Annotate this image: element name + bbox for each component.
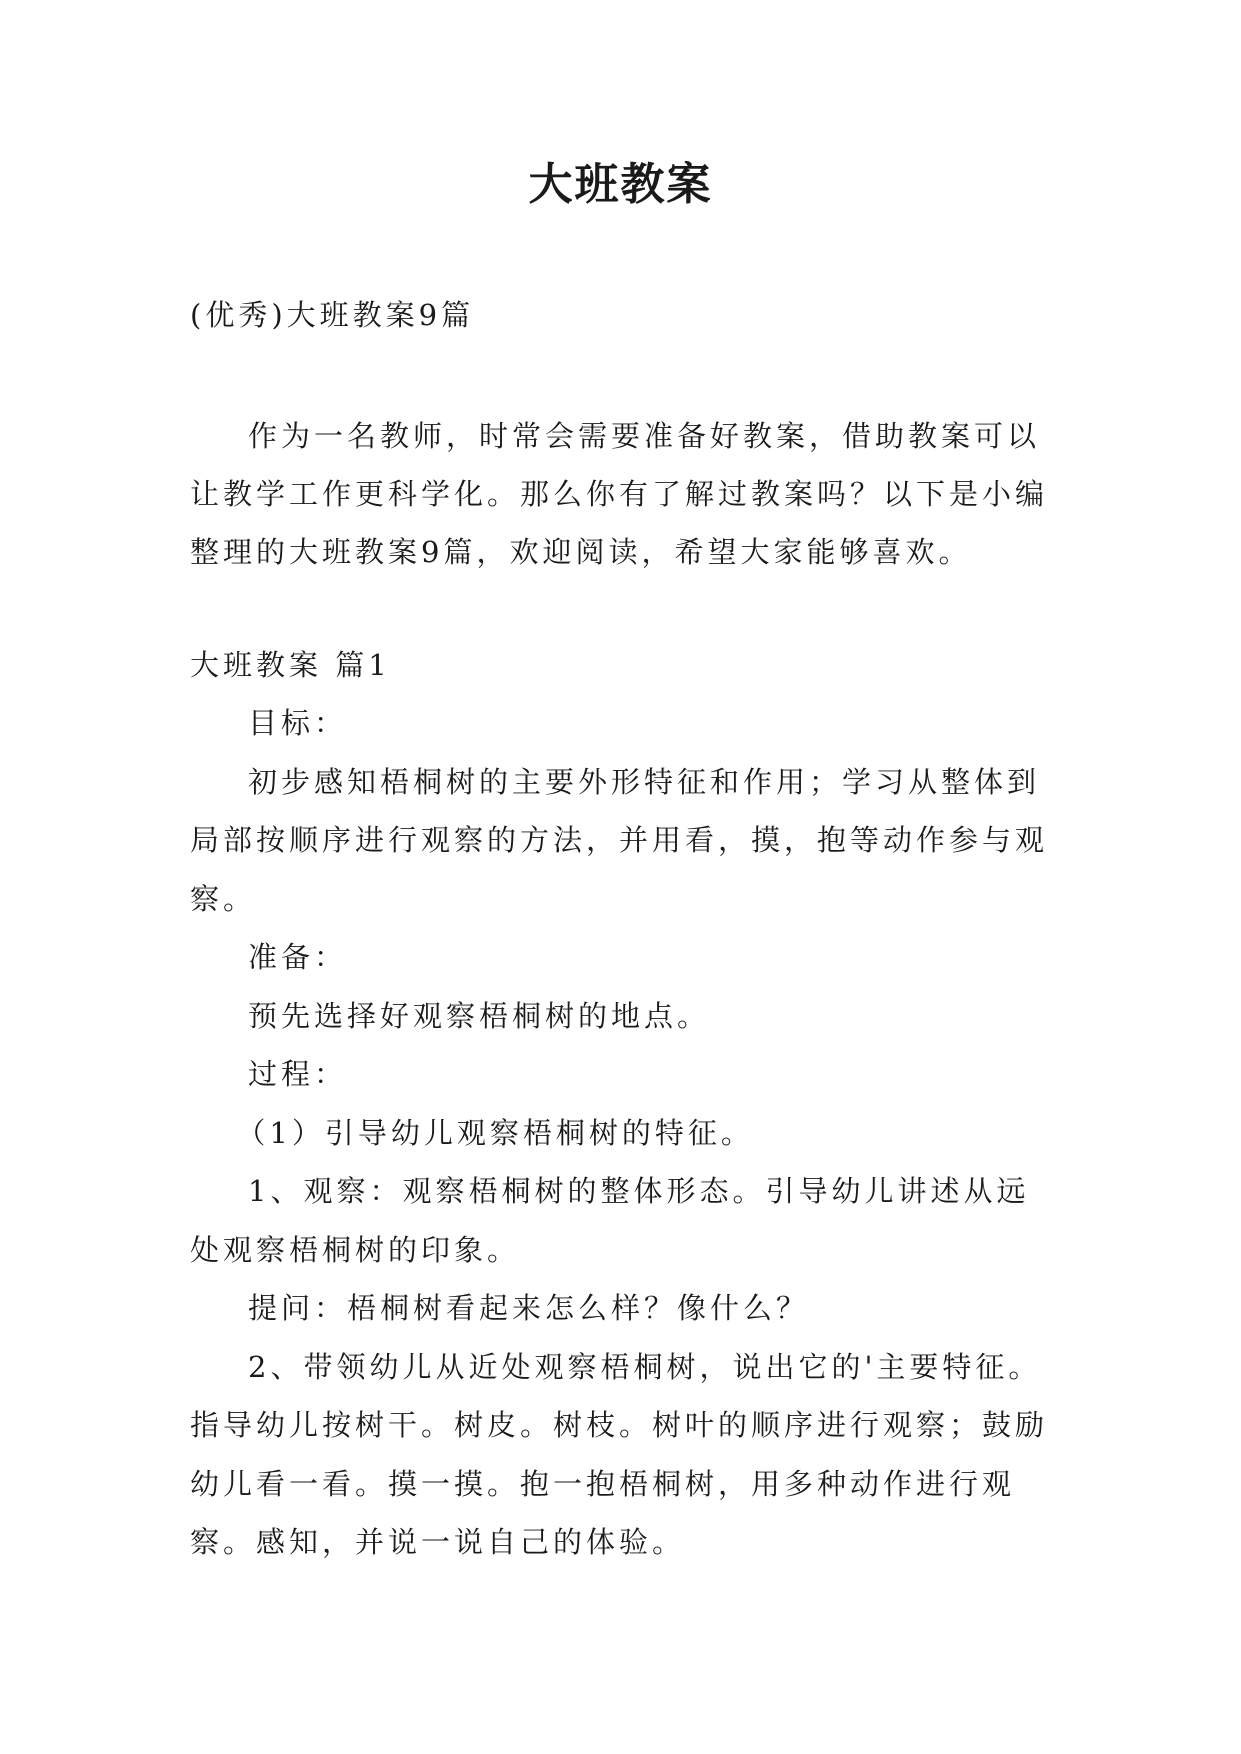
intro-paragraph — [190, 407, 1060, 581]
paragraph-close-observe: 2、带领幼儿从近处观察梧桐树，说出它的'主要特征。指导幼儿按树干。树皮。树枝。树叶的顺序进行观察；鼓励幼儿看一看。摸一摸。抱一抱梧桐树，用多种动作进行观察。感知，并说一说自己的体验。 — [190, 1349, 1049, 1559]
paragraph-goal-label: 目标： — [248, 706, 348, 740]
document-subtitle: (优秀)大班教案9篇 — [190, 298, 475, 332]
paragraph-process-label: 过程： — [248, 1057, 348, 1091]
paragraph-step-1: （1）引导幼儿观察梧桐树的特征。 — [236, 1115, 754, 1150]
paragraph-goal-text: 初步感知梧桐树的主要外形特征和作用；学习从整体到局部按顺序进行观察的方法，并用看，摸，抱等动作参与观察。 — [190, 764, 1049, 916]
section-body — [190, 694, 1060, 1572]
document-title: 大班教案 — [528, 159, 713, 210]
section-heading: 大班教案 篇1 — [190, 648, 391, 682]
paragraph-prep-label: 准备： — [248, 940, 348, 974]
intro-text: 作为一名教师，时常会需要准备好教案，借助教案可以让教学工作更科学化。那么你有了解过教案吗？以下是小编整理的大班教案9篇，欢迎阅读，希望大家能够喜欢。 — [190, 419, 1049, 569]
paragraph-observe: 1、观察：观察梧桐树的整体形态。引导幼儿讲述从远处观察梧桐树的印象。 — [190, 1174, 1030, 1267]
paragraph-question: 提问：梧桐树看起来怎么样？像什么？ — [248, 1291, 810, 1325]
paragraph-prep-text: 预先选择好观察梧桐树的地点。 — [248, 998, 711, 1033]
